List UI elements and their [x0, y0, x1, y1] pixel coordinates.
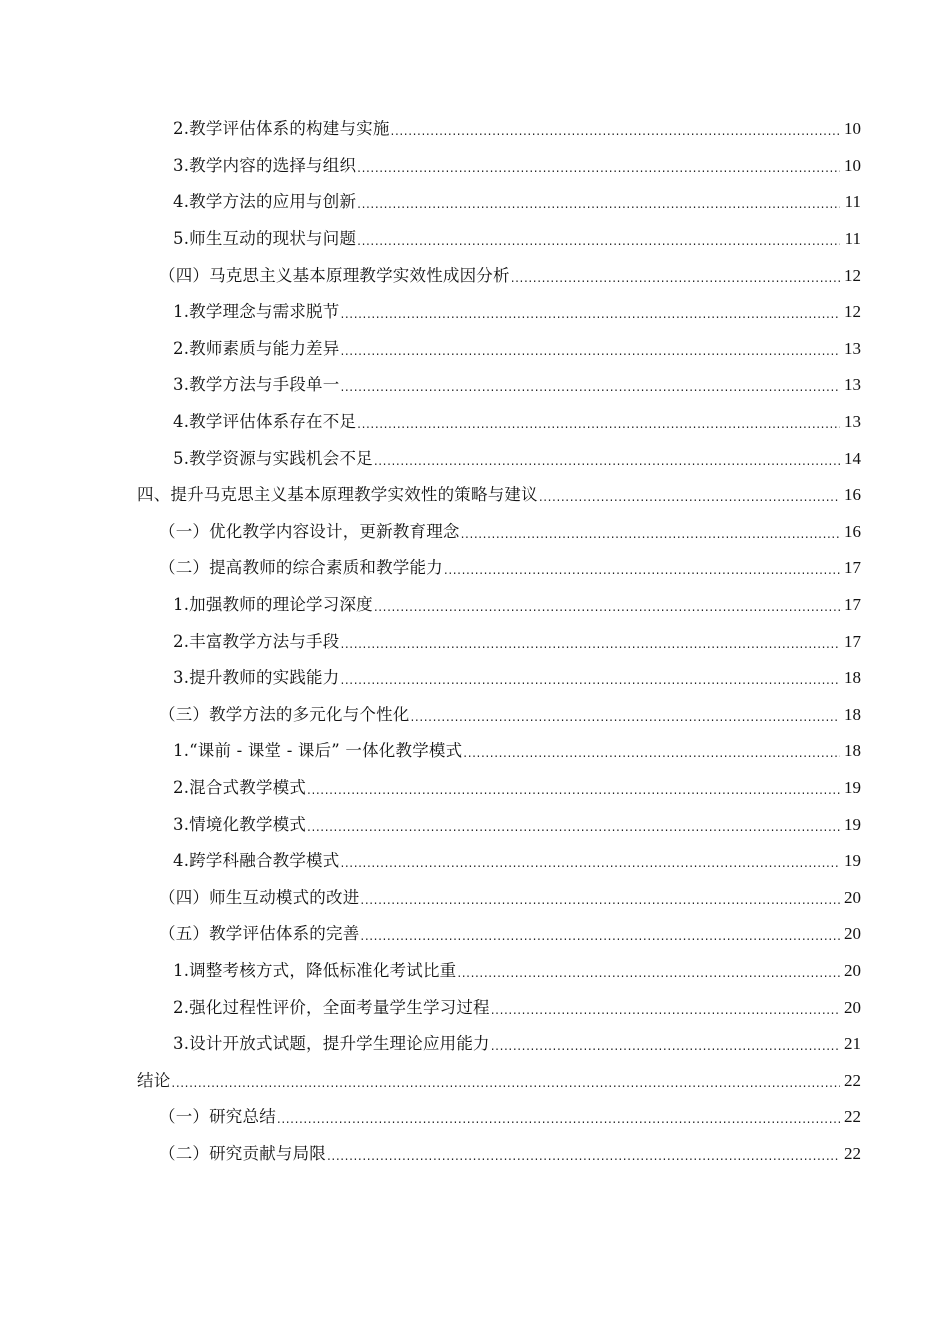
toc-entry-title: 4.教学方法的应用与创新: [173, 192, 357, 212]
toc-entry-page-number: 22: [844, 1107, 861, 1127]
toc-entry[interactable]: [0, 294, 950, 331]
toc-dot-leader: [491, 1034, 840, 1054]
toc-entry[interactable]: [0, 477, 950, 514]
toc-entry[interactable]: [0, 111, 950, 148]
toc-dot-leader: [340, 632, 840, 652]
toc-entry[interactable]: [0, 697, 950, 734]
toc-entry-page-number: 13: [844, 338, 861, 358]
toc-dot-leader: [461, 522, 840, 542]
toc-entry-title: 1.“课前 - 课堂 - 课后” 一体化教学模式: [173, 741, 463, 761]
toc-entry-title: （二）提高教师的综合素质和教学能力: [159, 558, 443, 578]
toc-entry-title: （一）研究总结: [159, 1107, 276, 1127]
toc-dot-leader: [327, 1144, 840, 1164]
toc-entry-page-number: 12: [844, 302, 861, 322]
toc-entry-title: 3.情境化教学模式: [173, 814, 307, 834]
toc-entry-title: （三）教学方法的多元化与个性化: [159, 704, 410, 724]
toc-entry-page-number: 16: [844, 485, 861, 505]
toc-entry-page-number: 22: [844, 1143, 861, 1163]
toc-entry[interactable]: [0, 587, 950, 624]
toc-entry-page-number: 13: [844, 375, 861, 395]
toc-dot-leader: [340, 302, 840, 322]
toc-entry-page-number: 21: [844, 1034, 861, 1054]
toc-entry-page-number: 17: [844, 631, 861, 651]
toc-entry[interactable]: [0, 733, 950, 770]
toc-entry[interactable]: [0, 331, 950, 368]
toc-entry[interactable]: [0, 514, 950, 551]
toc-entry-page-number: 19: [844, 777, 861, 797]
toc-entry-page-number: 14: [844, 448, 861, 468]
toc-entry-page-number: 20: [844, 960, 861, 980]
toc-dot-leader: [357, 412, 840, 432]
toc-entry[interactable]: [0, 148, 950, 185]
toc-entry[interactable]: [0, 440, 950, 477]
toc-entry-title: 四、提升马克思主义基本原理教学实效性的策略与建议: [137, 485, 538, 505]
toc-dot-leader: [357, 156, 840, 176]
toc-entry[interactable]: [0, 879, 950, 916]
toc-entry-page-number: 17: [844, 558, 861, 578]
toc-entry-title: 3.设计开放式试题，提升学生理论应用能力: [173, 1034, 490, 1054]
toc-dot-leader: [444, 558, 840, 578]
toc-entry-title: 3.提升教师的实践能力: [173, 668, 340, 688]
toc-dot-leader: [340, 375, 840, 395]
toc-dot-leader: [340, 339, 840, 359]
toc-entry-page-number: 11: [844, 229, 861, 249]
toc-dot-leader: [491, 998, 840, 1018]
toc-entry[interactable]: [0, 953, 950, 990]
toc-entry-title: （四）师生互动模式的改进: [159, 887, 360, 907]
toc-dot-leader: [340, 851, 840, 871]
toc-entry[interactable]: [0, 1099, 950, 1136]
toc-dot-leader: [307, 815, 840, 835]
toc-entry-title: 2.混合式教学模式: [173, 777, 307, 797]
toc-entry[interactable]: [0, 184, 950, 221]
toc-entry-title: 2.丰富教学方法与手段: [173, 631, 340, 651]
toc-entry[interactable]: [0, 843, 950, 880]
toc-entry[interactable]: [0, 404, 950, 441]
toc-entry[interactable]: [0, 623, 950, 660]
toc-entry-title: 1.调整考核方式，降低标准化考试比重: [173, 960, 457, 980]
toc-entry-title: 2.强化过程性评价，全面考量学生学习过程: [173, 997, 490, 1017]
toc-entry-page-number: 19: [844, 814, 861, 834]
toc-entry-title: 5.师生互动的现状与问题: [173, 229, 357, 249]
toc-entry-title: 1.加强教师的理论学习深度: [173, 595, 373, 615]
toc-dot-leader: [277, 1107, 840, 1127]
toc-entry-title: 1.教学理念与需求脱节: [173, 302, 340, 322]
toc-entry-title: （二）研究贡献与局限: [159, 1143, 326, 1163]
toc-entry[interactable]: [0, 550, 950, 587]
toc-entry[interactable]: [0, 257, 950, 294]
toc-entry[interactable]: [0, 989, 950, 1026]
toc-entry-title: 4.跨学科融合教学模式: [173, 851, 340, 871]
toc-dot-leader: [374, 595, 840, 615]
toc-entry-title: （四）马克思主义基本原理教学实效性成因分析: [159, 265, 510, 285]
toc-entry-page-number: 17: [844, 595, 861, 615]
table-of-contents: [0, 111, 950, 1172]
toc-entry-page-number: 13: [844, 412, 861, 432]
toc-dot-leader: [340, 668, 840, 688]
toc-dot-leader: [511, 266, 840, 286]
toc-dot-leader: [463, 741, 840, 761]
toc-entry-title: 3.教学内容的选择与组织: [173, 155, 357, 175]
toc-entry[interactable]: [0, 1026, 950, 1063]
toc-entry-title: 5.教学资源与实践机会不足: [173, 448, 373, 468]
toc-dot-leader: [539, 485, 840, 505]
toc-dot-leader: [357, 229, 840, 249]
toc-entry[interactable]: [0, 1062, 950, 1099]
toc-entry[interactable]: [0, 221, 950, 258]
toc-entry-page-number: 19: [844, 851, 861, 871]
toc-entry-page-number: 11: [844, 192, 861, 212]
toc-entry-title: 4.教学评估体系存在不足: [173, 412, 357, 432]
toc-dot-leader: [171, 1071, 840, 1091]
toc-dot-leader: [357, 192, 840, 212]
toc-entry[interactable]: [0, 367, 950, 404]
toc-entry-page-number: 12: [844, 265, 861, 285]
toc-dot-leader: [360, 924, 840, 944]
toc-entry-title: （五）教学评估体系的完善: [159, 924, 360, 944]
toc-dot-leader: [374, 449, 840, 469]
toc-entry-title: （一）优化教学内容设计，更新教育理念: [159, 521, 460, 541]
toc-entry-page-number: 20: [844, 997, 861, 1017]
toc-dot-leader: [307, 778, 840, 798]
toc-entry-page-number: 20: [844, 924, 861, 944]
toc-dot-leader: [457, 961, 840, 981]
toc-entry-page-number: 18: [844, 704, 861, 724]
toc-entry-page-number: 20: [844, 887, 861, 907]
toc-entry-page-number: 10: [844, 119, 861, 139]
toc-entry-title: 3.教学方法与手段单一: [173, 375, 340, 395]
toc-entry[interactable]: [0, 916, 950, 953]
toc-dot-leader: [391, 119, 840, 139]
toc-entry-page-number: 16: [844, 521, 861, 541]
toc-entry-page-number: 10: [844, 155, 861, 175]
toc-entry-page-number: 18: [844, 741, 861, 761]
toc-entry-title: 2.教师素质与能力差异: [173, 338, 340, 358]
toc-entry[interactable]: [0, 1136, 950, 1173]
toc-dot-leader: [360, 888, 840, 908]
toc-entry-page-number: 22: [844, 1070, 861, 1090]
toc-entry-title: 2.教学评估体系的构建与实施: [173, 119, 390, 139]
toc-entry-title: 结论: [137, 1070, 171, 1090]
toc-entry-page-number: 18: [844, 668, 861, 688]
toc-entry[interactable]: [0, 770, 950, 807]
toc-dot-leader: [411, 705, 841, 725]
toc-entry[interactable]: [0, 660, 950, 697]
toc-entry[interactable]: [0, 806, 950, 843]
